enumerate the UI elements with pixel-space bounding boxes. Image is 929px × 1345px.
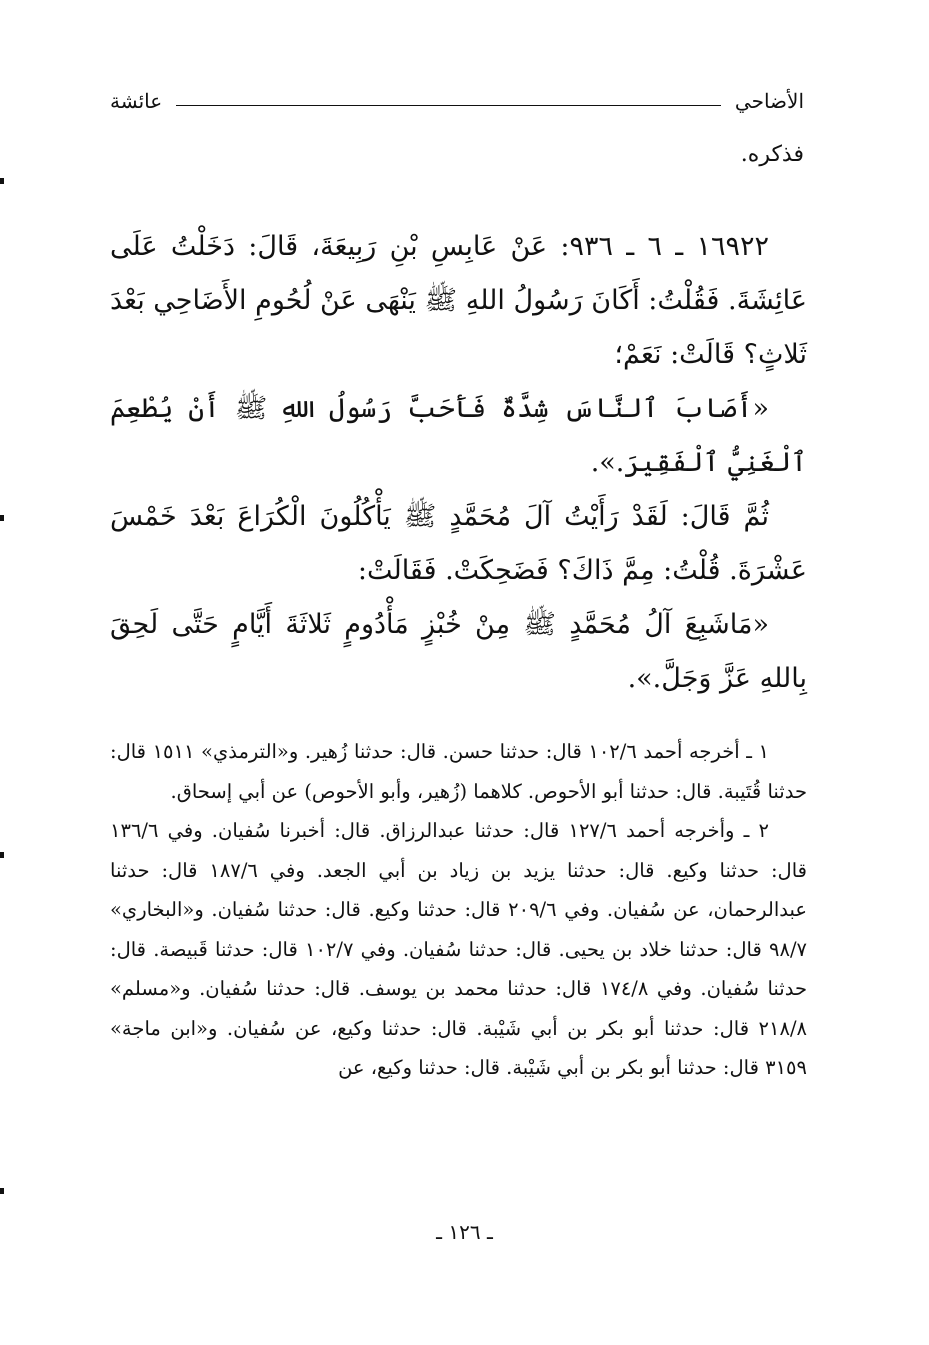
hadith-quote: «مَاشَبِعَ آلُ مُحَمَّدٍ ﷺ مِنْ خُبْزٍ مَأْدُومٍ ثَلاثَةَ أَيَّامٍ حَتَّى لَحِقَ بِاللهِ عَزَّ وَجَلَّ.». — [110, 609, 807, 694]
page-number: ـ ١٢٦ ـ — [436, 1220, 493, 1244]
hadith-paragraph: ثُمَّ قَالَ: لَقَدْ رَأَيْتُ آلَ مُحَمَّدٍ ﷺ يَأْكُلُونَ الْكُرَاعَ بَعْدَ خَمْسَ عَشْرَةَ. قُلْتُ: مِمَّ ذَاكَ؟ فَضَحِكَتْ. فَقَالَتْ: — [110, 501, 807, 586]
footnotes — [110, 732, 807, 1088]
running-header — [110, 86, 804, 116]
hadith-paragraph: ١٦٩٢٢ ـ ٦ ـ ٩٣٦: عَنْ عَابِسِ بْنِ رَبِيعَةَ، قَالَ: دَخَلْتُ عَلَى عَائِشَةَ. فَقُلْتُ: أَكَانَ رَسُولُ اللهِ ﷺ يَنْهَى عَنْ لُحُومِ الأَضَاحِي بَعْدَ ثَلاثٍ؟ قَالَتْ: نَعَمْ؛ — [110, 231, 807, 370]
footnote-1: ١ ـ أخرجه أحمد ١٠٢/٦ قال: حدثنا حسن. قال: حدثنا زُهير. و«الترمذي» ١٥١١ قال: حدثنا قُتَيبة. قال: حدثنا أبو الأحوص. كلاهما (زُهير، وأبو الأحوص) عن أبي إسحاق. — [110, 740, 807, 803]
scan-edge-mark — [0, 1188, 4, 1194]
hadith-quote: «أَصَابَ ٱلنَّاسَ شِدَّةٌ فَأَحَبَّ رَسُولُ اللهِ ﷺ أَنْ يُطْعِمَ ٱلْغَنِيُّ ٱلْفَقِيرَ.». — [110, 393, 807, 478]
footnote-2: ٢ ـ وأخرجه أحمد ١٢٧/٦ قال: حدثنا عبدالرزاق. قال: أخبرنا سُفيان. وفي ١٣٦/٦ قال: حدثنا وكيع. قال: حدثنا يزيد بن زياد بن أبي الجعد. وفي ١٨٧/٦ قال: حدثنا عبدالرحمان، عن سُفيان. وفي ٢٠٩/٦ قال: حدثنا وكيع. قال: حدثنا سُفيان. و«البخاري» ٩٨/٧ قال: حدثنا خلاد بن يحيى. قال: حدثنا سُفيان. وفي ١٠٢/٧ قال: حدثنا قَبيصة. قال: حدثنا سُفيان. وفي ١٧٤/٨ قال: حدثنا محمد بن يوسف. قال: حدثنا سُفيان. و«مسلم» ٢١٨/٨ قال: حدثنا أبو بكر بن أبي شَيْبة. قال: حدثنا وكيع، عن سُفيان. و«ابن ماجة» ٣١٥٩ قال: حدثنا أبو بكر بن أبي شَيْبة. قال: حدثنا وكيع، عن — [110, 819, 808, 1079]
header-section-title: عائشة — [110, 89, 163, 113]
header-rule — [176, 105, 721, 106]
scan-edge-mark — [0, 178, 4, 184]
lead-line: فذكره. — [740, 142, 804, 167]
scan-edge-mark — [0, 515, 4, 521]
scan-edge-mark — [0, 852, 4, 858]
hadith-text — [110, 220, 807, 706]
header-chapter-title: الأضاحي — [734, 89, 804, 113]
